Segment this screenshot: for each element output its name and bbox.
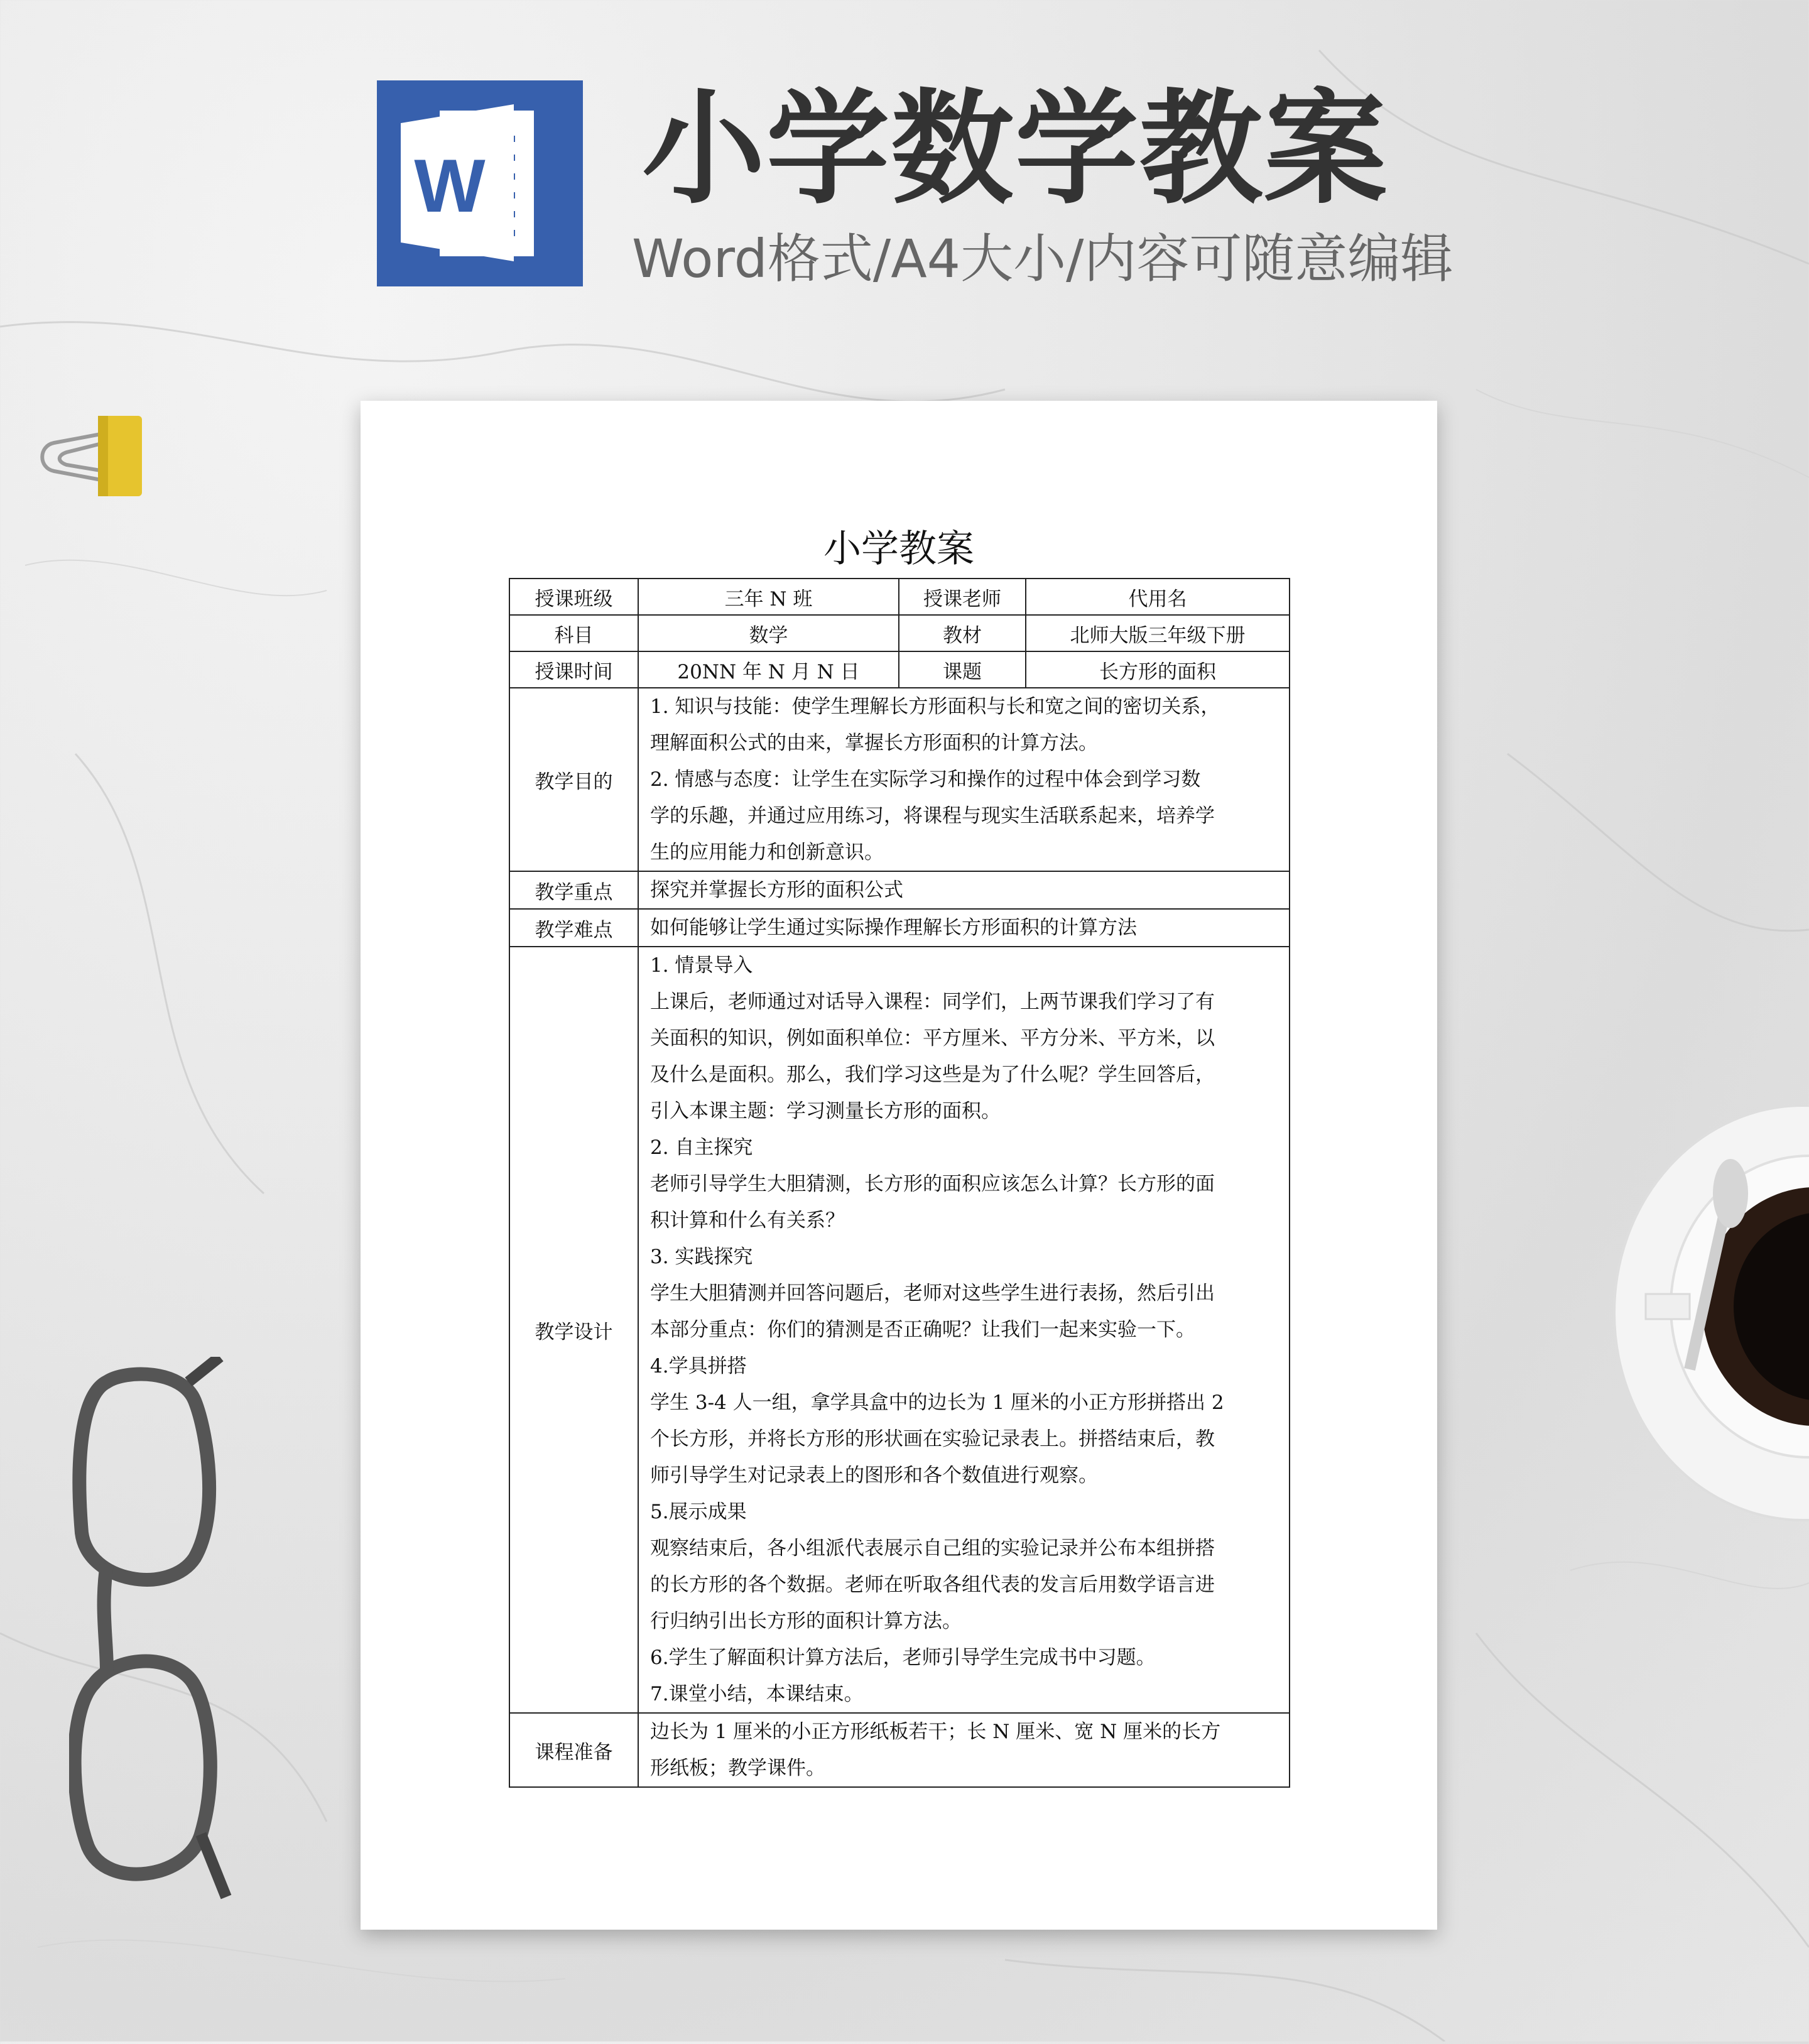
design-line: 关面积的知识，例如面积单位：平方厘米、平方分米、平方米，以	[650, 1027, 1215, 1050]
teacher-label: 授课老师	[899, 579, 1026, 615]
design-line: 积计算和什么有关系？	[650, 1209, 845, 1232]
design-line: 2. 自主探究	[650, 1136, 753, 1159]
coffee-cup-icon	[1595, 1106, 1809, 1533]
word-logo-icon	[377, 80, 583, 286]
design-line: 5.展示成果	[650, 1501, 747, 1523]
subject-value: 数学	[638, 615, 899, 651]
design-line: 7.课堂小结，本课结束。	[650, 1683, 864, 1705]
goal-line: 学的乐趣，并通过应用练习，将课程与现实生活联系起来，培养学	[650, 805, 1215, 827]
focus-label: 教学重点	[509, 871, 638, 909]
binder-clip-icon	[35, 408, 148, 503]
goal-label: 教学目的	[509, 688, 638, 871]
design-line: 上课后，老师通过对话导入课程：同学们，上两节课我们学习了有	[650, 991, 1215, 1013]
prep-label: 课程准备	[509, 1713, 638, 1787]
table-row	[509, 1713, 1290, 1787]
prep-content	[638, 1713, 1290, 1787]
design-line: 学生 3-4 人一组，拿学具盒中的边长为 1 厘米的小正方形拼搭出 2	[650, 1391, 1224, 1414]
table-row	[509, 615, 1290, 651]
textbook-value: 北师大版三年级下册	[1026, 615, 1290, 651]
textbook-label: 教材	[899, 615, 1026, 651]
goal-line: 2. 情感与态度：让学生在实际学习和操作的过程中体会到学习数	[650, 768, 1201, 791]
design-content	[638, 947, 1290, 1713]
design-line: 3. 实践探究	[650, 1246, 753, 1268]
logo-letter: W	[414, 144, 486, 228]
document-page	[361, 401, 1437, 1930]
table-row	[509, 947, 1290, 1713]
focus-value: 探究并掌握长方形的面积公式	[638, 871, 1290, 909]
design-line: 老师引导学生大胆猜测，长方形的面积应该怎么计算？长方形的面	[650, 1173, 1215, 1195]
topic-label: 课题	[899, 651, 1026, 688]
design-label: 教学设计	[509, 947, 638, 1713]
table-row	[509, 579, 1290, 615]
topic-value: 长方形的面积	[1026, 651, 1290, 688]
table-row	[509, 651, 1290, 688]
subject-label: 科目	[509, 615, 638, 651]
goal-line: 生的应用能力和创新意识。	[650, 841, 884, 864]
document-title: 小学教案	[823, 527, 974, 571]
design-line: 个长方形，并将长方形的形状画在实验记录表上。拼搭结束后，教	[650, 1428, 1215, 1450]
prep-line: 形纸板；教学课件。	[650, 1757, 825, 1780]
design-line: 4.学具拼搭	[650, 1355, 747, 1378]
design-line: 观察结束后，各小组派代表展示自己组的实验记录并公布本组拼搭	[650, 1537, 1215, 1560]
eyeglasses-icon	[69, 1357, 232, 1910]
design-line: 1. 情景导入	[650, 954, 753, 977]
teacher-value: 代用名	[1026, 579, 1290, 615]
design-line: 及什么是面积。那么，我们学习这些是为了什么呢？学生回答后，	[650, 1063, 1215, 1086]
class-value: 三年 N 班	[638, 579, 899, 615]
table-row	[509, 909, 1290, 947]
lesson-plan-table	[509, 578, 1290, 1788]
page-subtitle: Word格式/A4大小/内容可随意编辑	[632, 228, 1453, 290]
class-label: 授课班级	[509, 579, 638, 615]
goal-line: 理解面积公式的由来，掌握长方形面积的计算方法。	[650, 732, 1098, 754]
design-line: 6.学生了解面积计算方法后，老师引导学生完成书中习题。	[650, 1646, 1156, 1669]
table-row	[509, 688, 1290, 871]
design-line: 本部分重点：你们的猜测是否正确呢？让我们一起来实验一下。	[650, 1318, 1195, 1341]
time-label: 授课时间	[509, 651, 638, 688]
table-row	[509, 871, 1290, 909]
difficulty-label: 教学难点	[509, 909, 638, 947]
prep-line: 边长为 1 厘米的小正方形纸板若干；长 N 厘米、宽 N 厘米的长方	[650, 1721, 1221, 1743]
design-line: 学生大胆猜测并回答问题后，老师对这些学生进行表扬，然后引出	[650, 1282, 1215, 1305]
time-value: 20NN 年 N 月 N 日	[638, 651, 899, 688]
goal-content	[638, 688, 1290, 871]
design-line: 的长方形的各个数据。老师在听取各组代表的发言后用数学语言进	[650, 1574, 1215, 1596]
design-line: 引入本课主题：学习测量长方形的面积。	[650, 1100, 1001, 1123]
goal-line: 1. 知识与技能：使学生理解长方形面积与长和宽之间的密切关系，	[650, 695, 1220, 718]
design-line: 师引导学生对记录表上的图形和各个数值进行观察。	[650, 1464, 1098, 1487]
difficulty-value: 如何能够让学生通过实际操作理解长方形面积的计算方法	[638, 909, 1290, 947]
page-title: 小学数学教案	[642, 78, 1389, 221]
design-line: 行归纳引出长方形的面积计算方法。	[650, 1610, 962, 1633]
